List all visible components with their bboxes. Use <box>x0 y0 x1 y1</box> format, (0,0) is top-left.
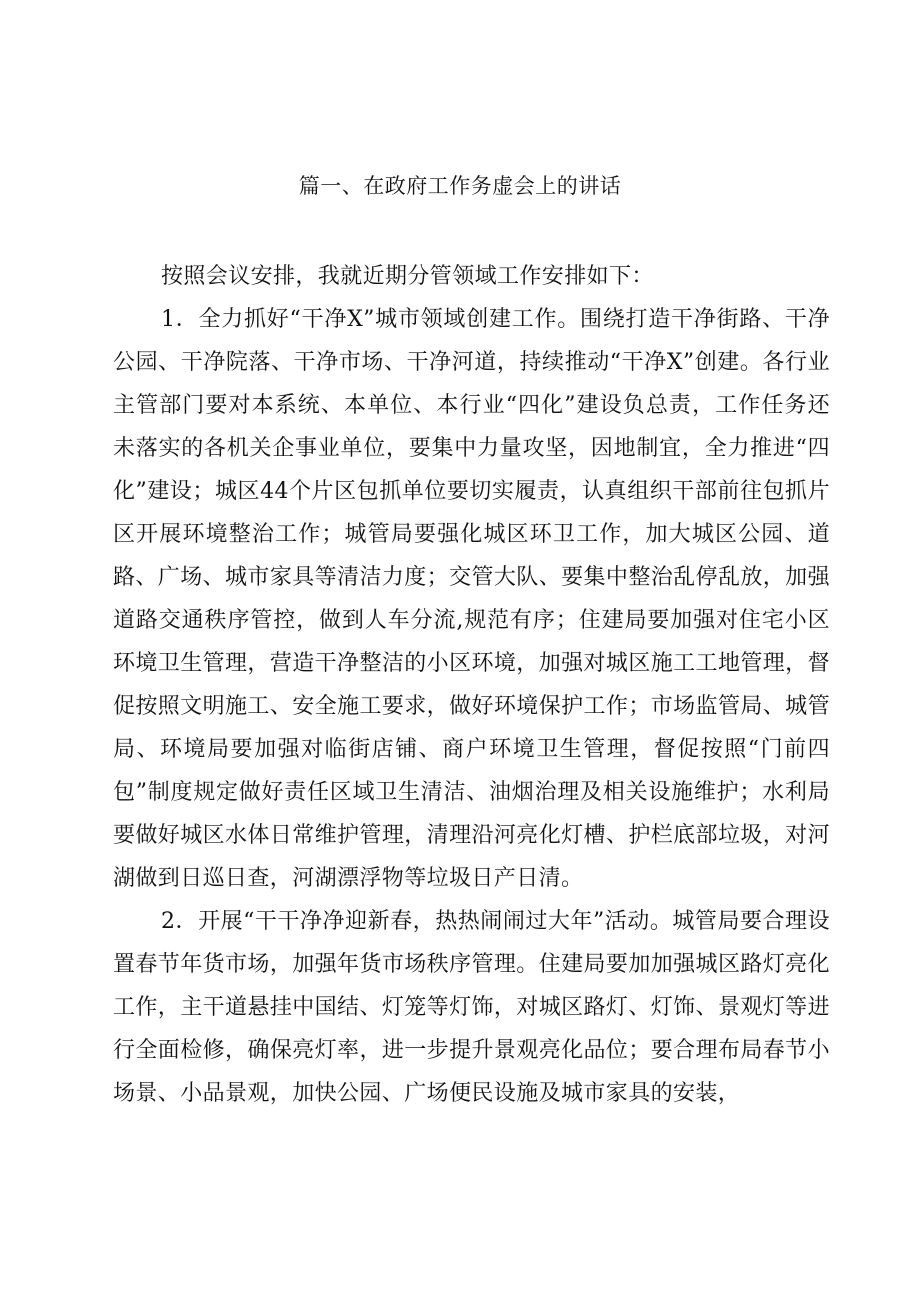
paragraph-item-1: 1．全力抓好“干净X”城市领域创建工作。围绕打造干净街路、干净公园、干净院落、干净市场、干净河道，持续推动“干净X”创建。各行业主管部门要对本系统、本单位、本行业“四化”建设负总责，工作任务还未落实的各机关企事业单位，要集中力量攻坚，因地制宜，全力推进“四化”建设；城区44个片区包抓单位要切实履责，认真组织干部前往包抓片区开展环境整治工作；城管局要强化城区环卫工作，加大城区公园、道路、广场、城市家具等清洁力度；交管大队、要集中整治乱停乱放，加强道路交通秩序管控，做到人车分流,规范有序；住建局要加强对住宅小区环境卫生管理，营造干净整洁的小区环境，加强对城区施工工地管理，督促按照文明施工、安全施工要求，做好环境保护工作；市场监管局、城管局、环境局要加强对临街店铺、商户环境卫生管理，督促按照“门前四包”制度规定做好责任区域卫生清洁、油烟治理及相关设施维护；水利局要做好城区水体日常维护管理，清理沿河亮化灯槽、护栏底部垃圾，对河湖做到日巡日查，河湖漂浮物等垃圾日产日清。 <box>113 307 830 891</box>
document-title: 篇一、在政府工作务虚会上的讲话 <box>298 174 622 198</box>
document-body <box>113 255 830 1115</box>
paragraph-intro: 按照会议安排，我就近期分管领域工作安排如下： <box>161 264 654 289</box>
paragraph-item-2: 2．开展“干干净净迎新春，热热闹闹过大年”活动。城管局要合理设置春节年货市场，加强年货市场秩序管理。住建局要加加强城区路灯亮化工作，主干道悬挂中国结、灯笼等灯饰，对城区路灯、灯饰、景观灯等进行全面检修，确保亮灯率，进一步提升景观亮化品位；要合理布局春节小场景、小品景观，加快公园、广场便民设施及城市家具的安装， <box>113 909 830 1106</box>
